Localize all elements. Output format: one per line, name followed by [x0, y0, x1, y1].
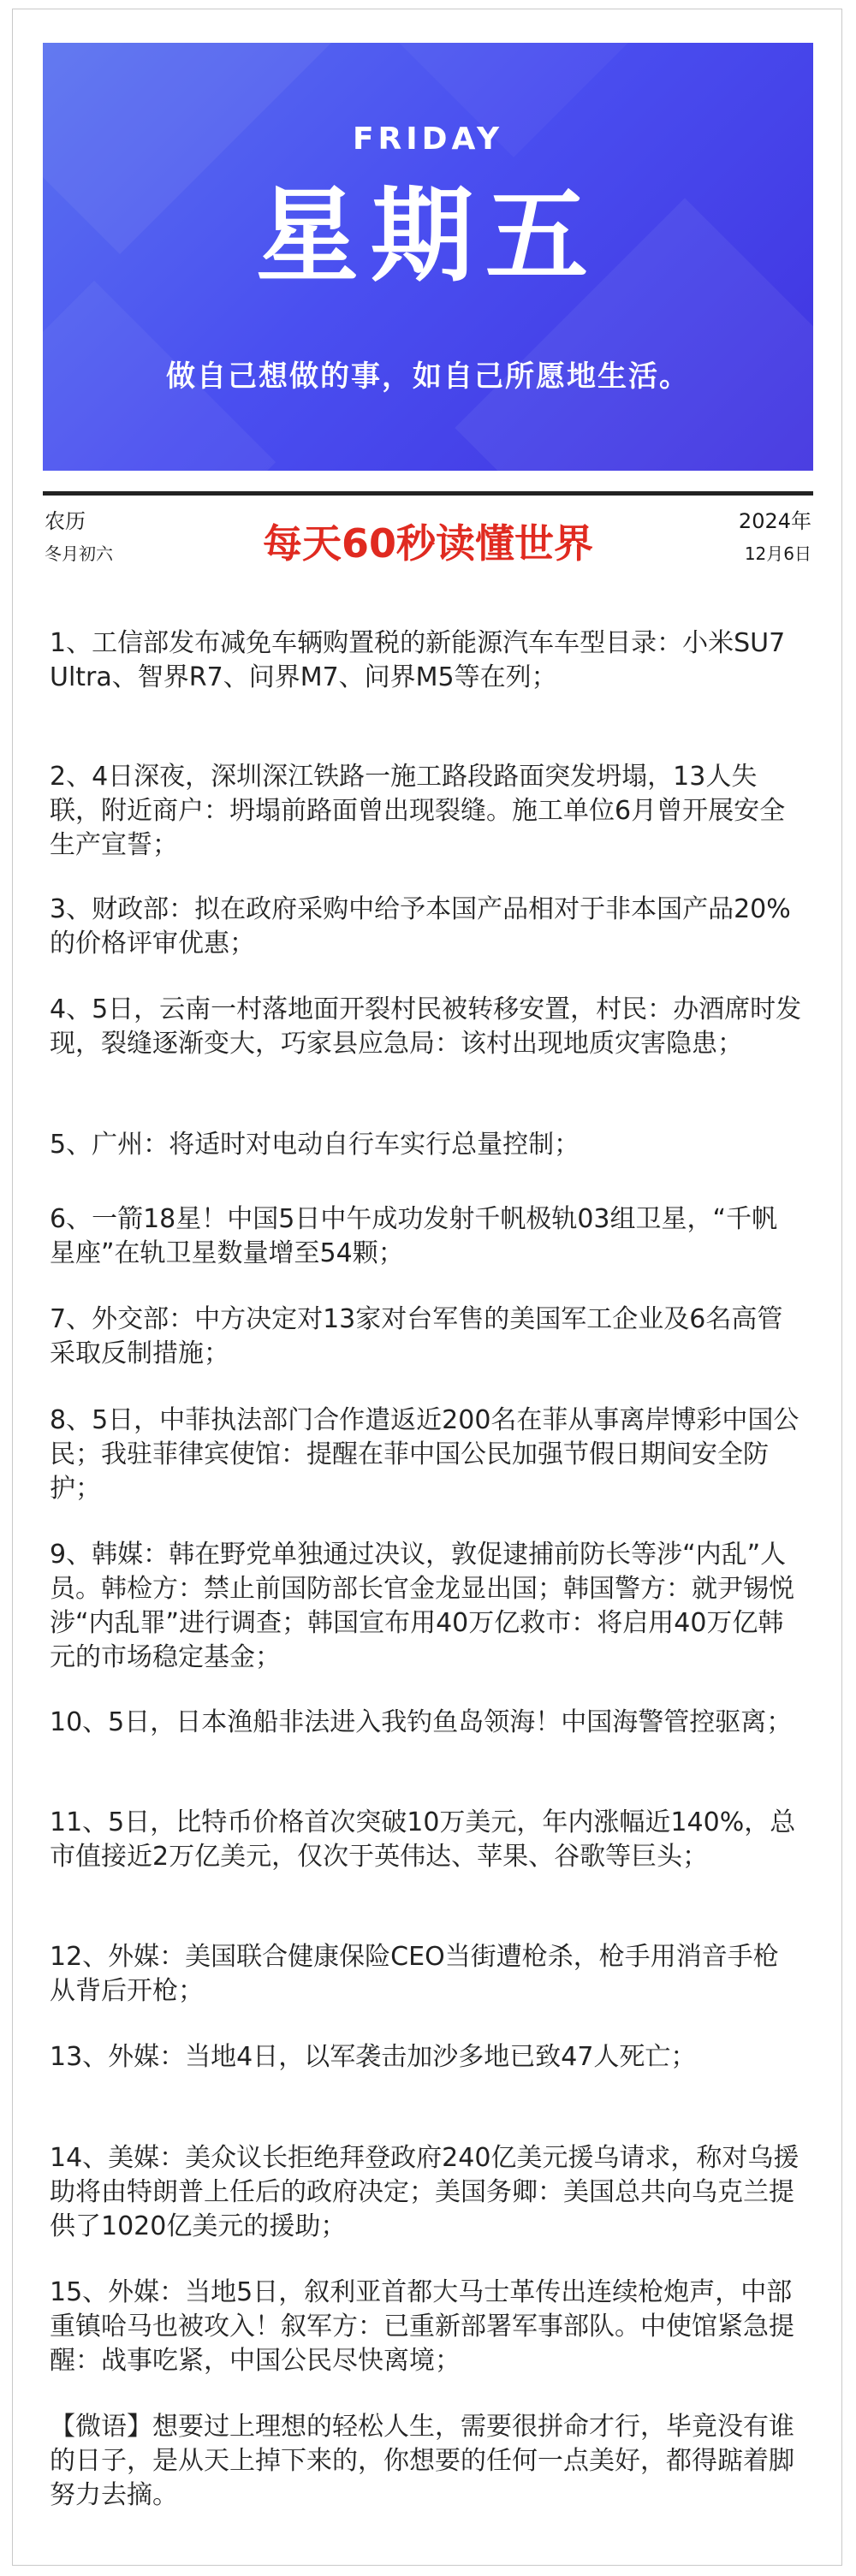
- news-item: 9、韩媒：韩在野党单独通过决议，敦促逮捕前防长等涉“内乱”人员。韩检方：禁止前国防部长官金龙显出国；韩国警方：就尹锡悦涉“内乱罪”进行调查；韩国宣布用40万亿救市：将启用40万亿韩元的市场稳定基金；: [50, 1540, 794, 1672]
- news-item: 4、5日，云南一村落地面开裂村民被转移安置，村民：办酒席时发现，裂缝逐渐变大，巧家县应急局：该村出现地质灾害隐患；: [50, 994, 802, 1059]
- weekday-chinese: 星期五: [256, 177, 600, 296]
- page-title: 每天60秒读懂世界: [262, 520, 593, 567]
- date-info-bar: [43, 491, 813, 581]
- news-item: 13、外媒：当地4日，以军袭击加沙多地已致47人死亡；: [50, 2042, 697, 2072]
- lunar-label: 农历: [45, 509, 86, 533]
- news-item: 12、外媒：美国联合健康保险CEO当街遭枪杀，枪手用消音手枪从背后开枪；: [50, 1942, 779, 2006]
- news-item: 1、工信部发布减免车辆购置税的新能源汽车车型目录：小米SU7 Ultra、智界R7、问界M7、问界M5等在列；: [50, 628, 786, 692]
- news-item: 5、广州：将适时对电动自行车实行总量控制；: [50, 1130, 580, 1160]
- news-item: 11、5日，比特币价格首次突破10万美元，年内涨幅近140%，总市值接近2万亿美元，仅次于英伟达、苹果、谷歌等巨头；: [50, 1807, 796, 1872]
- day-banner: [43, 43, 813, 471]
- news-item: 3、财政部：拟在政府采购中给予本国产品相对于非本国产品20%的价格评审优惠；: [50, 894, 791, 959]
- news-item: 6、一箭18星！中国5日中午成功发射千帆极轨03组卫星，“千帆星座”在轨卫星数量增至54颗；: [50, 1204, 778, 1268]
- year: 2024年: [738, 509, 811, 533]
- news-item: 15、外媒：当地5日，叙利亚首都大马士革传出连续枪炮声，中部重镇哈马也被攻入！叙军方：已重新部署军事部队。中使馆紧急提醒：战事吃紧，中国公民尽快离境；: [50, 2277, 794, 2376]
- motto: 做自己想做的事，如自己所愿地生活。: [166, 359, 690, 394]
- news-item: 7、外交部：中方决定对13家对台军售的美国军工企业及6名高管采取反制措施；: [50, 1304, 783, 1368]
- quote-item: 【微语】想要过上理想的轻松人生，需要很拼命才行，毕竟没有谁的日子，是从天上掉下来的，你想要的任何一点美好，都得踮着脚努力去摘。: [50, 2412, 794, 2510]
- news-item: 10、5日，日本渔船非法进入我钓鱼岛领海！中国海警管控驱离；: [50, 1707, 793, 1737]
- weekday-english: FRIDAY: [352, 122, 504, 157]
- news-item: 8、5日，中菲执法部门合作遣返近200名在菲从事离岸博彩中国公民；我驻菲律宾使馆：提醒在菲中国公民加强节假日期间安全防护；: [50, 1405, 800, 1504]
- news-item: 2、4日深夜，深圳深江铁路一施工路段路面突发坍塌，13人失联，附近商户：坍塌前路面曾出现裂缝。施工单位6月曾开展安全生产宣誓；: [50, 762, 786, 860]
- gregorian-date: 12月6日: [744, 543, 811, 564]
- lunar-date: 冬月初六: [45, 543, 113, 564]
- news-item: 14、美媒：美众议长拒绝拜登政府240亿美元援乌请求，称对乌援助将由特朗普上任后的政府决定；美国务卿：美国总共向乌克兰提供了1020亿美元的援助；: [50, 2143, 800, 2241]
